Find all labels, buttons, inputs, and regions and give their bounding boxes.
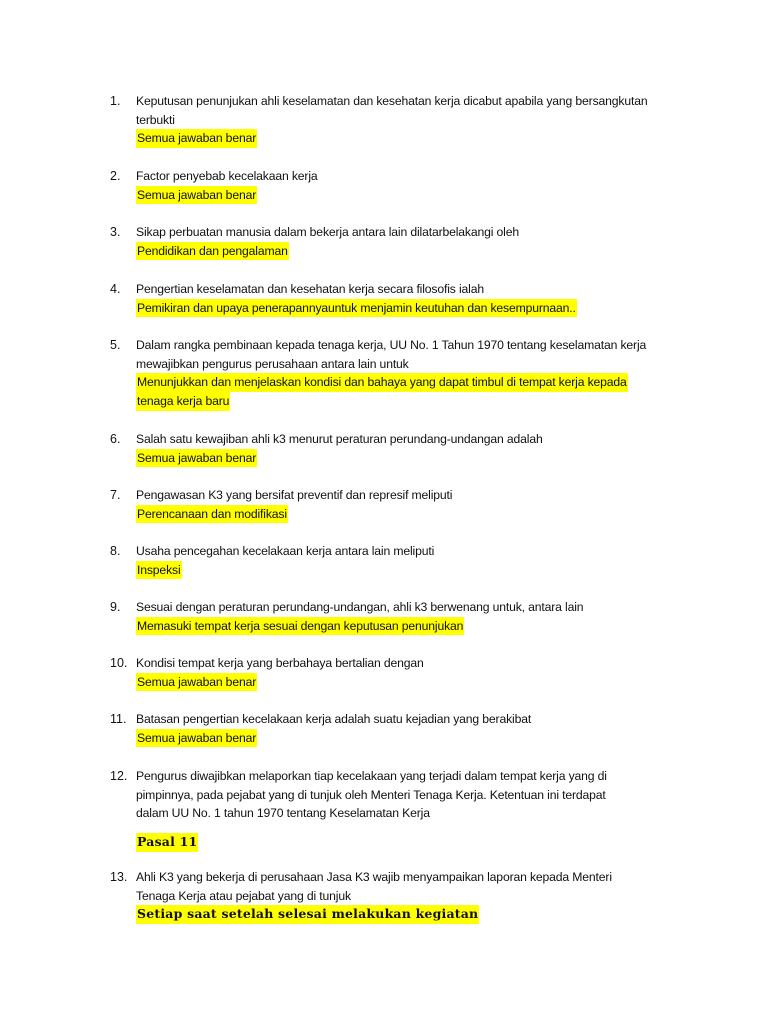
question-number: 3. <box>110 225 121 239</box>
question-body <box>136 336 646 411</box>
highlighted-answer: Semua jawaban benar <box>136 186 257 205</box>
question-text: pimpinnya, pada pejabat yang di tunjuk oleh Menteri Tenaga Kerja. Ketentuan ini terdapat <box>136 787 606 802</box>
question-body <box>136 486 452 523</box>
question-text: Keputusan penunjukan ahli keselamatan dan kesehatan kerja dicabut apabila yang bersangkutan <box>136 94 648 108</box>
highlighted-answer: Pasal 11 <box>136 833 198 852</box>
question-text: Kondisi tempat kerja yang berbahaya bertalian dengan <box>136 656 424 670</box>
question-number: 2. <box>110 169 121 183</box>
question-body <box>136 767 607 852</box>
question-body <box>136 710 531 747</box>
question-number: 11. <box>110 712 127 726</box>
question-body <box>136 542 434 579</box>
highlighted-answer: Semua jawaban benar <box>136 449 257 468</box>
question-text: Pengertian keselamatan dan kesehatan kerja secara filosofis ialah <box>136 282 484 296</box>
highlighted-answer: Menunjukkan dan menjelaskan kondisi dan bahaya yang dapat timbul di tempat kerja kepada <box>136 373 628 392</box>
highlighted-answer: Setiap saat setelah selesai melakukan kegiatan <box>136 905 479 924</box>
question-text: Usaha pencegahan kecelakaan kerja antara lain meliputi <box>136 544 435 558</box>
highlighted-answer: Perencanaan dan modifikasi <box>136 505 288 524</box>
question-body <box>136 654 424 691</box>
highlighted-answer: Semua jawaban benar <box>136 129 257 148</box>
question-body <box>136 430 543 467</box>
highlighted-answer: Inspeksi <box>136 561 182 580</box>
question-text: Dalam rangka pembinaan kepada tenaga kerja, UU No. 1 Tahun 1970 tentang keselamatan kerja <box>136 338 647 352</box>
question-text: Salah satu kewajiban ahli k3 menurut peraturan perundang-undangan adalah <box>136 432 543 446</box>
question-text: Ahli K3 yang bekerja di perusahaan Jasa K3 wajib menyampaikan laporan kepada Menteri <box>136 870 612 884</box>
question-text: terbukti <box>136 112 175 127</box>
question-text: Pengawasan K3 yang bersifat preventif dan represif meliputi <box>136 488 453 502</box>
highlighted-answer: Pendidikan dan pengalaman <box>136 242 289 261</box>
question-body <box>136 223 519 260</box>
question-text: Sikap perbuatan manusia dalam bekerja antara lain dilatarbelakangi oleh <box>136 225 519 239</box>
question-body <box>136 92 647 148</box>
highlighted-answer: Pemikiran dan upaya penerapannyauntuk menjamin keutuhan dan kesempurnaan.. <box>136 299 577 318</box>
question-number: 10. <box>110 656 128 670</box>
question-body <box>136 280 577 317</box>
question-number: 7. <box>110 488 121 502</box>
question-text: Factor penyebab kecelakaan kerja <box>136 169 318 183</box>
question-number: 6. <box>110 432 121 446</box>
question-number: 13. <box>110 870 128 884</box>
highlighted-answer: Semua jawaban benar <box>136 673 257 692</box>
question-text: Pengurus diwajibkan melaporkan tiap kecelakaan yang terjadi dalam tempat kerja yang di <box>136 769 607 783</box>
question-number: 9. <box>110 600 121 614</box>
question-body <box>136 167 318 204</box>
highlighted-answer: tenaga kerja baru <box>136 392 230 411</box>
question-text: Tenaga Kerja atau pejabat yang di tunjuk <box>136 888 351 903</box>
highlighted-answer: Semua jawaban benar <box>136 729 257 748</box>
question-body <box>136 598 583 635</box>
highlighted-answer: Memasuki tempat kerja sesuai dengan keputusan penunjukan <box>136 617 464 636</box>
question-text: mewajibkan pengurus perusahaan antara lain untuk <box>136 356 409 371</box>
question-text: Batasan pengertian kecelakaan kerja adalah suatu kejadian yang berakibat <box>136 712 532 726</box>
question-number: 4. <box>110 282 121 296</box>
question-number: 5. <box>110 338 121 352</box>
question-body <box>136 868 612 924</box>
question-number: 8. <box>110 544 121 558</box>
question-number: 12. <box>110 769 128 783</box>
question-text: Sesuai dengan peraturan perundang-undangan, ahli k3 berwenang untuk, antara lain <box>136 600 584 614</box>
question-text: dalam UU No. 1 tahun 1970 tentang Keselamatan Kerja <box>136 806 430 821</box>
question-number: 1. <box>110 94 121 108</box>
